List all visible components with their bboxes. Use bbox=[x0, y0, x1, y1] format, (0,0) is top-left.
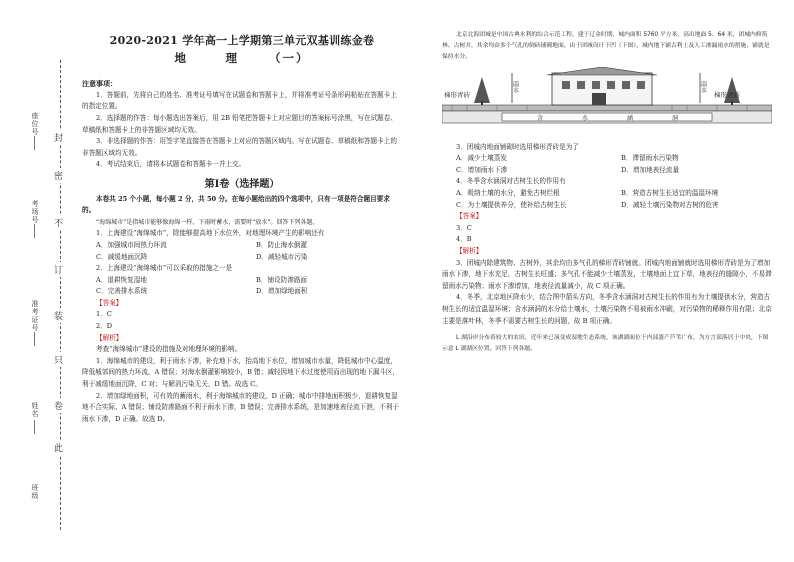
option: B．防止海水倒灌 bbox=[256, 240, 308, 249]
subject-name: 地 理 bbox=[174, 50, 251, 65]
passage-text: L 湖沿岸分布着较大的农田，近年来已演变成湿地生态系统，该湖湖面位于内部盛产芦苇广布，为方言部落居于中央，下图示意 L 湖湖区位置。回答下列各题。 bbox=[442, 335, 769, 353]
right-column bbox=[442, 30, 772, 355]
notice-heading: 注意事项： bbox=[82, 79, 117, 89]
question-1-options bbox=[82, 240, 402, 252]
label-rain-right: 雨水 bbox=[699, 81, 707, 93]
option: C．完善排水系统 bbox=[96, 287, 148, 296]
analysis-label: 【解析】 bbox=[96, 333, 123, 342]
label-name: 姓名 bbox=[31, 402, 39, 418]
window-icon bbox=[607, 81, 615, 89]
label-seat-number: 座位号 bbox=[31, 112, 39, 136]
fill-line bbox=[34, 224, 35, 238]
option: A．退耕恢复湿地 bbox=[96, 275, 147, 284]
window-icon bbox=[637, 81, 645, 89]
subject-number: （一） bbox=[269, 50, 310, 65]
section-title: 第Ⅰ卷（选择题） bbox=[204, 178, 280, 190]
option: A．减少土壤蒸发 bbox=[456, 154, 507, 163]
question-2-options bbox=[82, 275, 402, 287]
option: D．增加地表径流量 bbox=[621, 165, 680, 174]
tree-trunk bbox=[731, 101, 733, 105]
label-trapezoid-brick-right: 梯形青砖 bbox=[714, 91, 740, 99]
tree-icon bbox=[724, 77, 740, 103]
fill-line bbox=[34, 332, 35, 346]
seal-char: 封 bbox=[54, 130, 63, 145]
door-icon bbox=[592, 93, 606, 105]
tree-icon bbox=[474, 77, 490, 103]
question-4-options bbox=[442, 188, 772, 211]
label-culvert-char: 水 bbox=[582, 115, 589, 122]
tuancheng-figure bbox=[442, 67, 772, 133]
seal-char: 只 bbox=[54, 352, 63, 367]
roof-icon bbox=[547, 67, 657, 75]
binding-margin bbox=[0, 0, 80, 562]
question-1-options bbox=[82, 252, 402, 264]
question-1-stem: 1．上海建设“海绵城市”，除能够提高地下水位外，对地理环境产生的影响还有 bbox=[96, 229, 325, 238]
option: B．滞留雨水污染物 bbox=[621, 154, 679, 163]
option: D．减轻土壤污染物对古树的危害 bbox=[621, 200, 719, 209]
window-icon bbox=[592, 81, 600, 89]
fill-line bbox=[34, 420, 35, 434]
analysis-text: 考查“海绵城市”建设的措施及对地理环境的影响。 bbox=[96, 345, 242, 354]
option: C．为土壤提供养分，使补给古树生长 bbox=[456, 200, 567, 209]
ground-layer bbox=[442, 105, 772, 111]
fill-line bbox=[34, 136, 35, 150]
question-2-options bbox=[82, 286, 402, 298]
option: A．吸纳土壤的水分，避免古树烂根 bbox=[456, 188, 560, 197]
analysis-text: 1．海绵城市的建设，利于雨水下渗，补充地下水，抬高地下水位，增加城市水量，降低城市中心温度，降低城郊间的热力环流，A 错误；对海水倒灌影响较小，B 错；减轻因地下水过度使用而出现的地下漏斗区，利于减缓地面沉降，C 对；与解消污染无关，D 错。故选 C。 bbox=[82, 356, 400, 389]
seal-char: 订 bbox=[54, 262, 63, 277]
answer-line: 3．C bbox=[456, 223, 472, 232]
notice-item: 4．考试结束后，请将本试题卷和答题卡一并上交。 bbox=[96, 160, 246, 169]
seal-char: 不 bbox=[54, 215, 63, 230]
option: B．营造古树生长适宜的温湿环境 bbox=[621, 188, 719, 197]
notice-item: 1．答题前，先将自己的姓名、准考证号填写在试题卷和答题卡上，并将准考证号条形码粘贴在答题卡上的指定位置。 bbox=[82, 90, 397, 111]
window-icon bbox=[577, 81, 585, 89]
label-rain-left: 雨水 bbox=[511, 81, 519, 93]
exam-subject bbox=[82, 50, 402, 65]
option: D．增加绿地面积 bbox=[256, 287, 308, 296]
left-column bbox=[82, 30, 402, 425]
answer-line: 2．D bbox=[96, 322, 113, 331]
question-4-stem: 4．冬季含水涵洞对古树生长的作用有 bbox=[456, 177, 566, 186]
question-2-stem: 2．上海建设“海绵城市”可以采取的措施之一是 bbox=[96, 264, 233, 273]
label-culvert-char: 涵 bbox=[627, 115, 634, 122]
notice-item: 3．非选择题的作答：用签字笔直接答在答题卡上对应的答题区域内。写在试题卷、草稿纸和答题卡上的非答题区域均无效。 bbox=[82, 137, 397, 157]
seal-char: 装 bbox=[54, 308, 63, 323]
culvert bbox=[502, 113, 712, 121]
seal-char: 密 bbox=[54, 168, 63, 183]
analysis-label: 【解析】 bbox=[456, 246, 483, 255]
label-culvert-char: 含 bbox=[537, 115, 544, 122]
answer-line: 4．B bbox=[456, 235, 472, 244]
question-3-options bbox=[442, 153, 772, 176]
label-ticket-number: 准考证号 bbox=[31, 300, 39, 332]
label-exam-room: 考场号 bbox=[31, 200, 39, 224]
window-icon bbox=[562, 81, 570, 89]
label-trapezoid-brick-left: 梯形青砖 bbox=[444, 91, 470, 99]
seal-char: 卷 bbox=[54, 398, 63, 413]
label-culvert-char: 洞 bbox=[672, 115, 679, 122]
option: C．减缓地面沉降 bbox=[96, 252, 148, 261]
analysis-text: 3．团城内除建筑物、古树外，其余均由多气孔的梯形青砖铺就。团城内地面铺就时选用梯形青砖是为了增加雨水下渗，地下水充足，古树生长旺盛；多气孔不能减少土壤蒸发，土壤地面上宜下草，地表径的缝隙小，不易滞留雨水污染物；雨水下渗增加，地表径流量减小，故 C 项正确。 bbox=[442, 258, 772, 290]
option: B．铺设防渗路面 bbox=[256, 275, 308, 284]
analysis-text: 2．增加绿地面积，可有效的蓄雨水，利于海绵城市的建设，D 正确；城市中排地面积极少，退耕恢复湿地不合实际，A 错误；铺设防渗路面不利于雨水下渗，B 错误；完善排水系统，是加速地表径流下泄，不利于雨水下渗，D 正确。故选 D。 bbox=[82, 391, 400, 423]
passage-text: “海绵城市”是指城市能够像海绵一样，下雨时蓄水，需要时“放水”。回答下列各题。 bbox=[96, 218, 319, 226]
window-icon bbox=[622, 81, 630, 89]
label-class: 班级 bbox=[31, 484, 39, 500]
seal-char: 此 bbox=[54, 440, 63, 455]
passage-text: 北京北海团城是中国古典水利的综合示范工程，建于辽金时期，城内面积 5760 平方米，高出地面 5．64 米，团城内修筑林、古树并，其余均由多个气孔的倒砖铺砌地面。由于团城设计下凹（下图），城内地下铺古利土及人工渗漏雨水的措施，铺就是保持水分。 bbox=[442, 32, 770, 60]
answer-label: 【答案】 bbox=[96, 298, 123, 307]
option: A．加强城市间热力环流 bbox=[96, 240, 167, 249]
notice-item: 2．选择题的作答：每小题选出答案后，用 2B 铅笔把答题卡上对应题目的答案标号涂黑，写在试题卷、草稿纸和答题卡上的非答题区域均无效。 bbox=[82, 113, 397, 134]
option: D．减轻城市污染 bbox=[256, 252, 308, 261]
answer-label: 【答案】 bbox=[456, 212, 483, 221]
question-3-stem: 3．团城内地面铺砌时选用梯形青砖是为了 bbox=[456, 142, 579, 151]
section-instructions: 本卷共 25 个小题，每小题 2 分，共 50 分。在每小题给出的四个选项中，只有一项是符合题目要求的。 bbox=[82, 194, 390, 215]
option: C．增加雨水下渗 bbox=[456, 165, 508, 174]
answer-line: 1．C bbox=[96, 310, 112, 319]
exam-title: 2020-2021 学年高一上学期第三单元双基训练金卷 bbox=[109, 34, 375, 47]
analysis-text: 4．冬季，北京地区降水少，结合图中箭头方向，冬季含水涵洞对古树生长的作用有为土壤提供水分，营造古树生长的适宜温湿环境；含水涵洞的水分给土壤水，土壤污染物不易被雨水冲刷，对污染物的稀释作用有限；北京主要是落叶林，冬季不需要古树生长的问题，故 B 项正确。 bbox=[442, 293, 772, 325]
tree-trunk bbox=[481, 101, 483, 105]
